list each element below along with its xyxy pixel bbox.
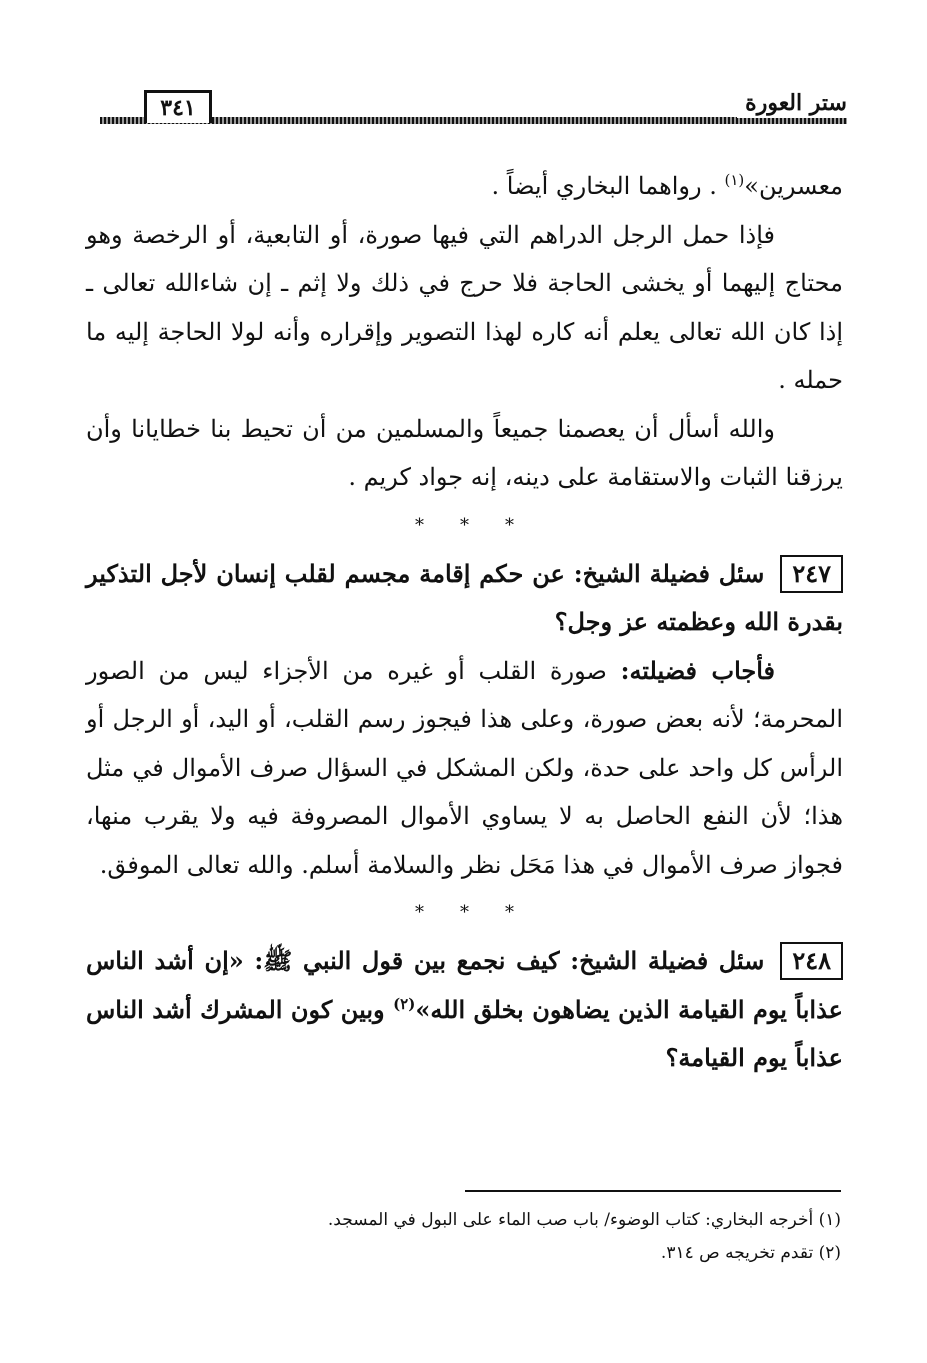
separator-star: *	[460, 902, 469, 923]
footnotes	[86, 1204, 841, 1270]
paragraph-continuation: معسرين»$^{(١)}$ . رواهما البخاري أيضاً .	[491, 171, 843, 200]
question-number: ٢٤٧	[780, 555, 843, 593]
separator-star: *	[415, 514, 424, 536]
footnote-1: (١) أخرجه البخاري: كتاب الوضوء/ باب صب الماء على البول في المسجد.	[327, 1210, 841, 1230]
footnote-2: (٢) تقدم تخريجه ص ٣١٤.	[660, 1243, 841, 1263]
question-247	[86, 550, 843, 647]
header-rule	[100, 117, 847, 124]
question-number: ٢٤٨	[780, 942, 843, 980]
paragraph-carrying-money: فإذا حمل الرجل الدراهم التي فيها صورة، أو التابعية، أو الرخصة وهو محتاج إليهما أو يخشى الحاجة فلا حرج في ذلك ولا إثم ـ إن شاءالله تعالى ـ إذا كان الله تعالى يعلم أنه كاره لهذا التصوير وإقراره وأنه لولا الحاجة إليه ما حمله .	[86, 220, 843, 394]
page-header	[100, 88, 847, 132]
separator-star: *	[460, 514, 469, 536]
section-separator	[86, 889, 843, 937]
page-number: ٣٤١	[144, 90, 212, 123]
footnote-ref-2: (٢)	[393, 994, 416, 1013]
separator-star: *	[415, 902, 424, 923]
paragraph-supplication: والله أسأل أن يعصمنا جميعاً والمسلمين من أن تحيط بنا خطايانا وأن يرزقنا الثبات والاستقامة على دينه، إنه جواد كريم .	[86, 414, 843, 491]
page-body	[86, 162, 843, 1083]
answer-247	[86, 647, 843, 890]
answer-text: صورة القلب أو غيره من الأجزاء ليس من الصور المحرمة؛ لأنه بعض صورة، وعلى هذا فيجوز رسم القلب، أو اليد، أو الرجل أو الرأس كل واحد على حدة، ولكن المشكل في السؤال صرف الأموال في مثل هذا؛ لأن النفع الحاصل به لا يساوي الأموال المصروفة فيه ولا يقرب منها، فجواز صرف الأموال في هذا مَحَل نظر والسلامة أسلم. والله تعالى الموفق.	[86, 656, 843, 879]
question-text: سئل فضيلة الشيخ: عن حكم إقامة مجسم لقلب إنسان لأجل التذكير بقدرة الله وعظمته عز وجل؟	[86, 558, 843, 636]
answer-lead: فأجاب فضيلته:	[620, 655, 776, 685]
section-separator	[86, 502, 843, 550]
running-title: ستر العورة	[737, 88, 847, 118]
separator-star: *	[505, 514, 514, 536]
question-248: ٢٤٨سئل فضيلة الشيخ: كيف نجمع بين قول النبي ﷺ: «إن أشد الناس عذاباً يوم القيامة الذين يضاهون بخلق الله»$^{(٢)}$ وبين كون المشرك أشد الناس عذاباً يوم القيامة؟	[86, 937, 843, 1083]
separator-star: *	[505, 902, 514, 923]
footnote-ref-1: (١)	[724, 171, 745, 189]
footnote-rule	[465, 1190, 841, 1192]
